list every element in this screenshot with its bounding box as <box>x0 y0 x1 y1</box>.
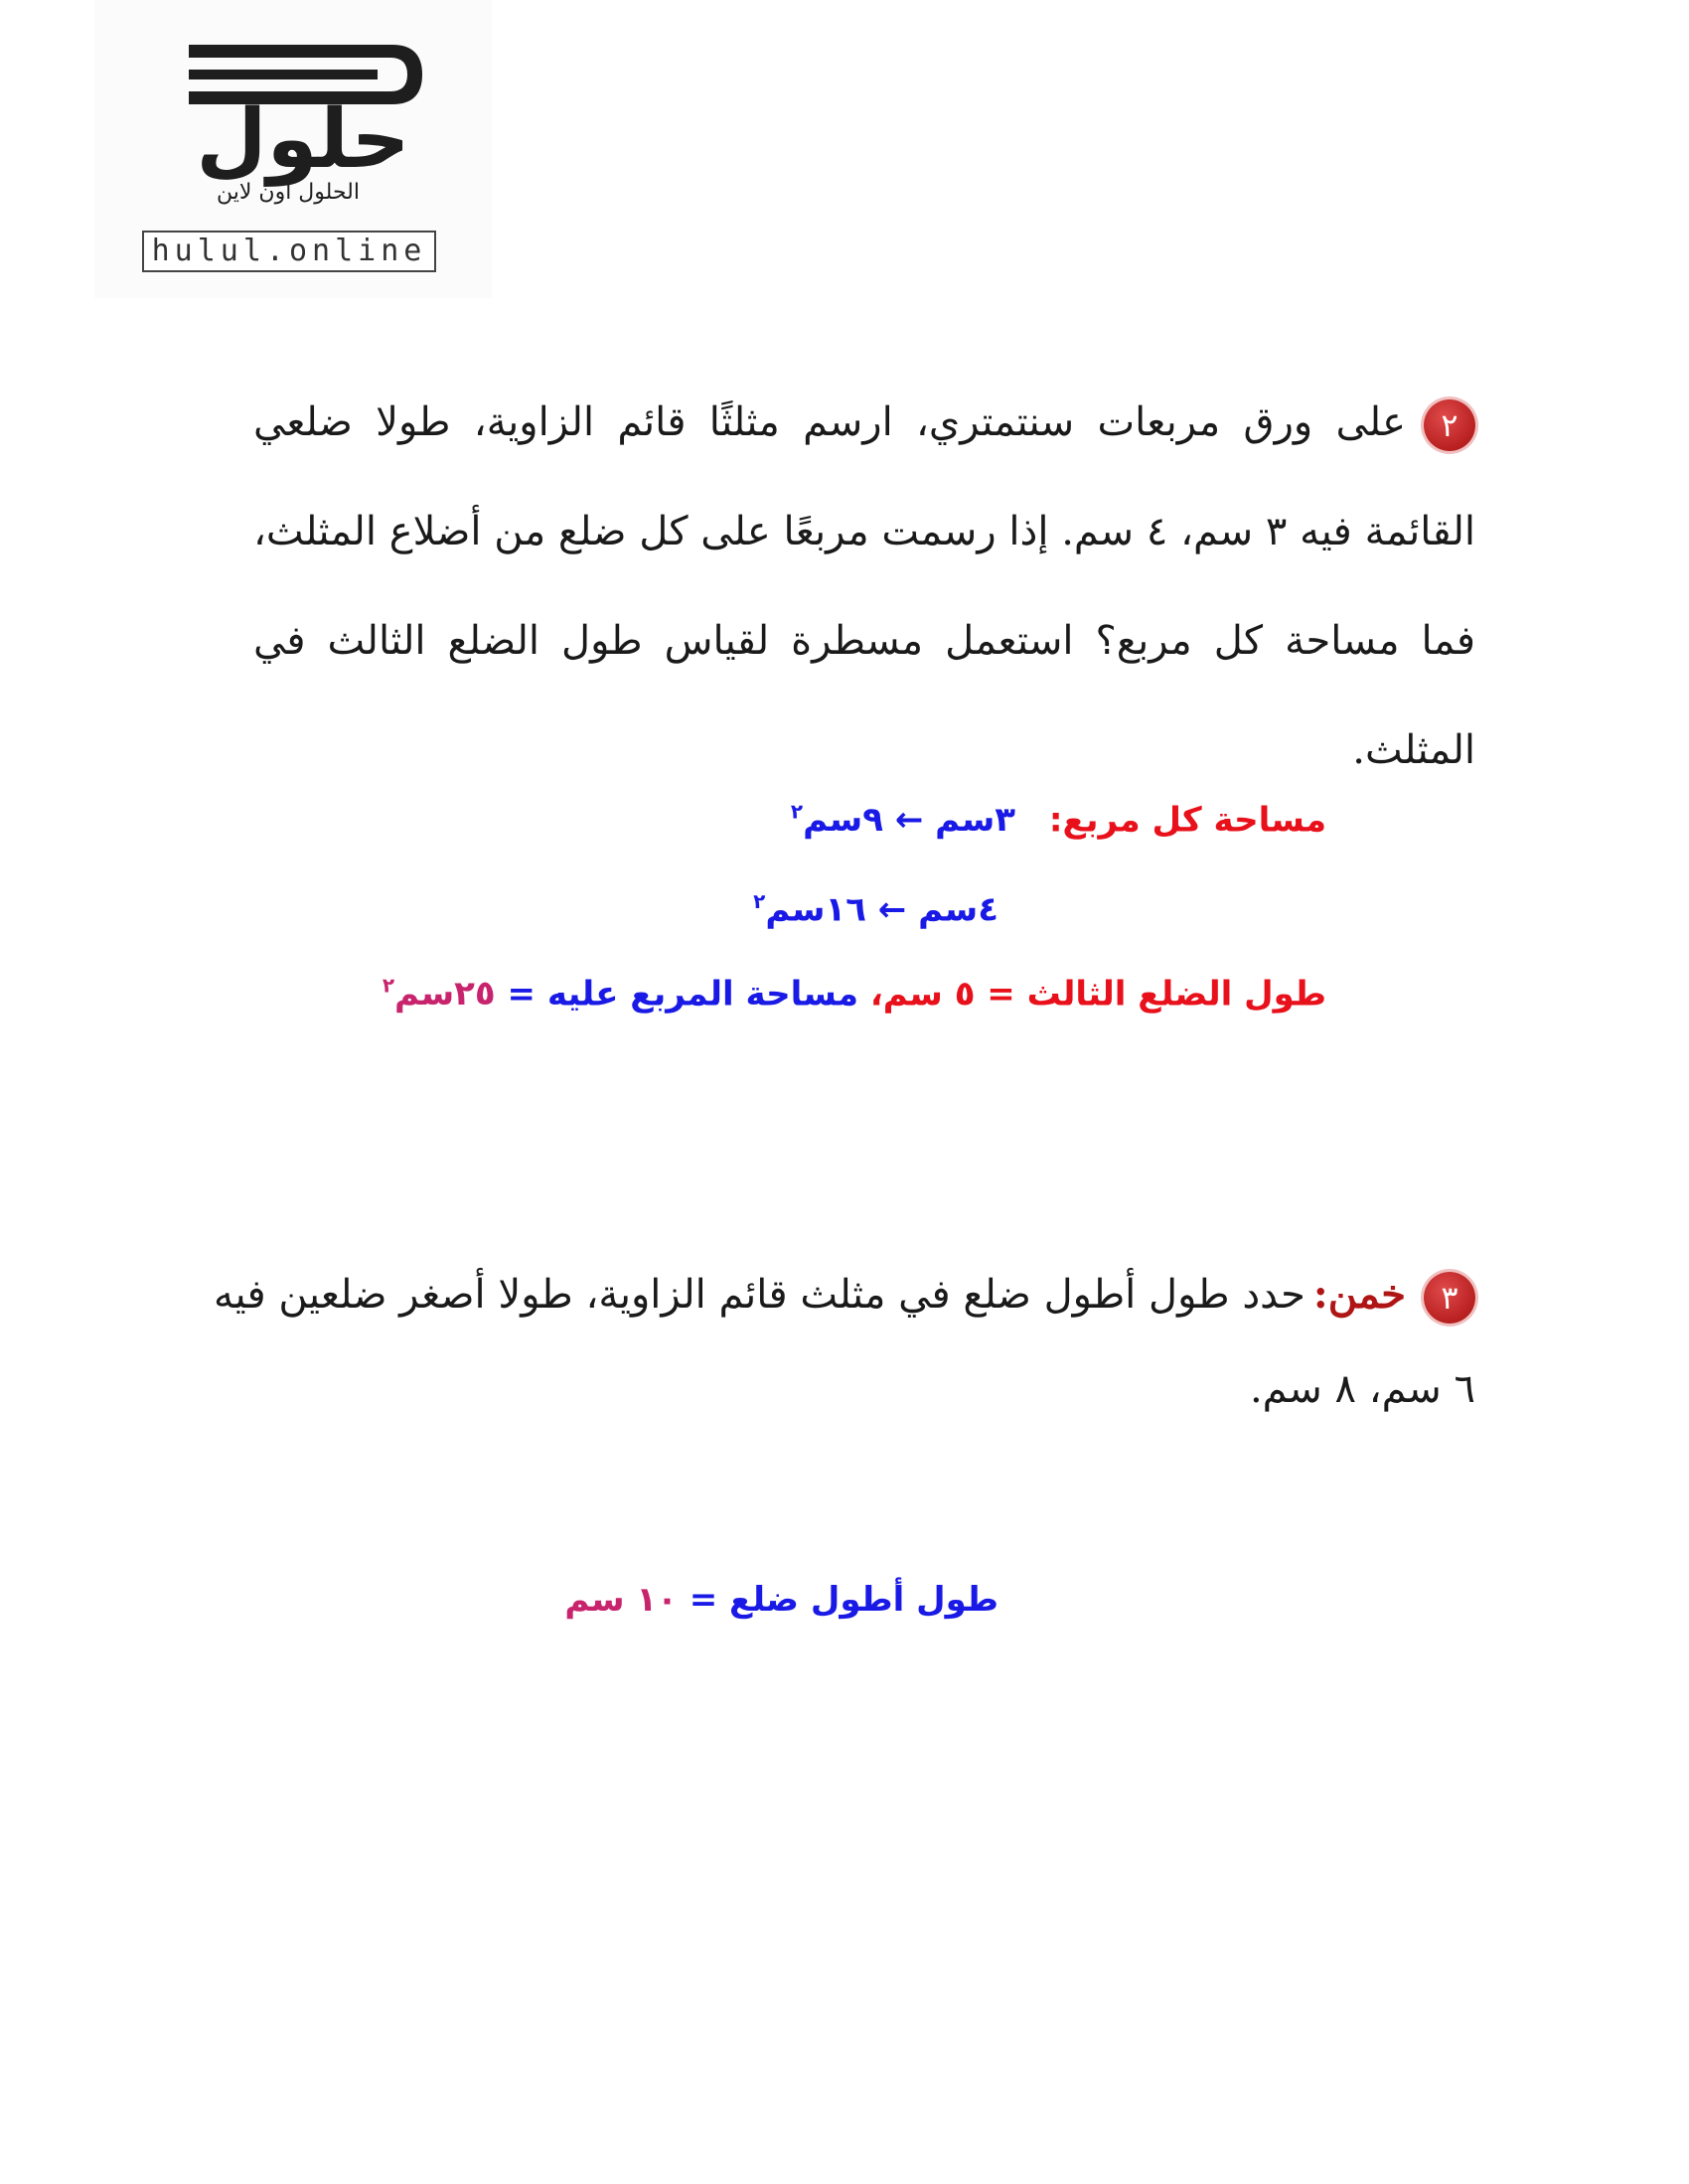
logo-tagline: الحلول اون لاين <box>217 180 360 205</box>
answer-line-4 <box>564 1580 998 1620</box>
answer-line-2: ٤سم ← ١٦سم$^٢$ <box>753 889 998 930</box>
answer-line-1 <box>791 800 1326 840</box>
logo <box>94 0 492 298</box>
question-number-badge: ٣ <box>1424 1272 1475 1324</box>
answer-value: ٣سم ← ٩سم$^٢$ <box>790 800 1016 841</box>
answer-value: ٢٥سم$^٢$ <box>382 974 496 1014</box>
answer-value: ١٠ سم <box>564 1580 678 1620</box>
answer-label: طول الضلع الثالث = ٥ سم، <box>869 974 1326 1014</box>
hulul-logo-icon <box>94 0 492 229</box>
question-3 <box>214 1247 1475 1437</box>
question-text: حدد طول أطول ضلع في مثلث قائم الزاوية، طولا أصغر ضلعين فيه ٦ سم، ٨ سم. <box>214 1272 1475 1412</box>
question-text: على ورق مربعات سنتمتري، ارسم مثلثًا قائم الزاوية، طولا ضلعي القائمة فيه ٣ سم، ٤ سم. إذا رسمت مربعًا على كل ضلع من أضلاع المثلث، فما مساحة كل مربع؟ استعمل مسطرة لقياس طول الضلع الثالث في المثلث. <box>253 399 1475 773</box>
logo-url: hulul.online <box>142 231 436 272</box>
question-2 <box>253 368 1475 805</box>
answer-label: مساحة كل مربع: <box>1048 800 1326 841</box>
answer-mid: مساحة المربع عليه = <box>507 974 858 1014</box>
question-keyword: خمن: <box>1312 1271 1406 1318</box>
answer-line-3 <box>383 974 1326 1014</box>
answer-label: طول أطول ضلع = <box>689 1580 998 1620</box>
logo-arabic-name: حلول <box>196 92 410 187</box>
question-number-badge: ٢ <box>1424 399 1475 451</box>
